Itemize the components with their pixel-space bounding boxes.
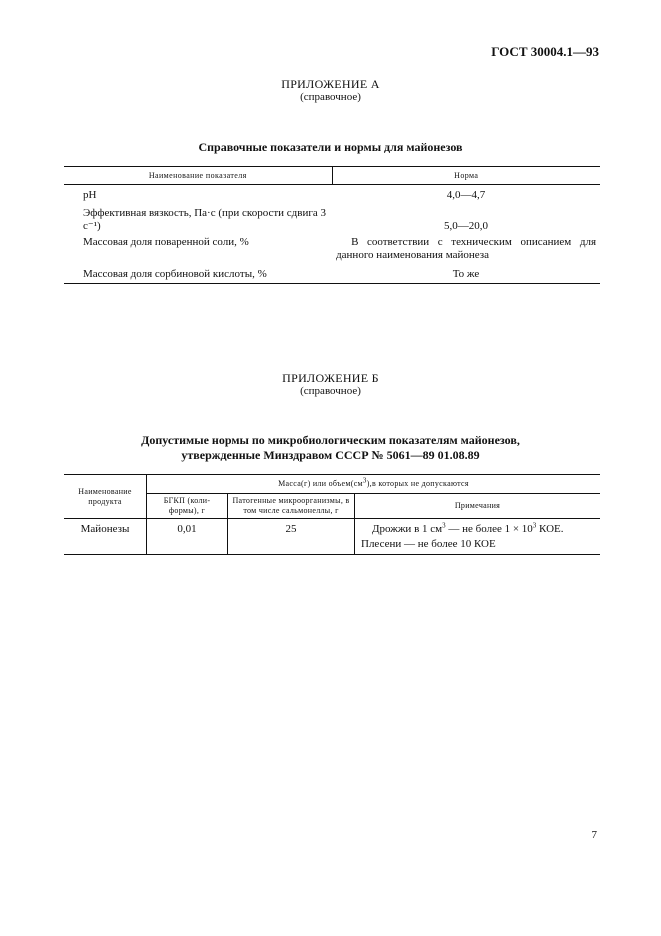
notes-exponent: 3 [532, 521, 537, 530]
notes-second-line: Плесени — не более 10 КОЕ [361, 538, 496, 550]
appendix-b-note: (справочное) [300, 385, 361, 397]
column-header-norm: Норма [332, 167, 600, 185]
group-header-text: Масса(г) или объем(см [278, 479, 363, 488]
appendix-a-title: Справочные показатели и нормы для майонезов [198, 140, 463, 154]
appendix-a-note: (справочное) [300, 91, 361, 103]
reference-norms-table [64, 166, 600, 284]
norm-cell: 5,0—20,0 [444, 220, 489, 232]
notes-text-end: КОЕ. [536, 523, 564, 535]
indicator-text: Эффективная вязкость, Па·с (при скорости сдвига 3 с⁻¹) [83, 207, 326, 232]
notes-cell [355, 519, 601, 555]
table-row [64, 185, 600, 203]
column-header-product: Наименование продукта [64, 475, 147, 519]
indicator-cell: pH [83, 189, 97, 201]
indicator-cell: Массовая доля сорбиновой кислоты, % [64, 262, 332, 284]
table-header-row [64, 475, 600, 494]
appendix-b-title-line1: Допустимые нормы по микробиологическим показателям майонезов, [141, 433, 520, 447]
table-row [64, 202, 600, 233]
indicator-cell: Массовая доля поваренной соли, % [83, 236, 249, 248]
document-code: ГОСТ 30004.1—93 [491, 44, 599, 59]
column-header-notes: Примечания [355, 494, 601, 519]
table-header-row [64, 167, 600, 185]
column-group-header [147, 475, 601, 494]
table-row [64, 233, 600, 262]
appendix-a-heading: ПРИЛОЖЕНИЕ А [281, 77, 380, 91]
group-header-superscript: 3 [362, 476, 367, 485]
group-header-text-end: ),в которых не допускаются [366, 479, 469, 488]
page-number: 7 [591, 829, 597, 841]
norm-cell: В соответствии с техническим описанием для данного наименования майонеза [336, 236, 596, 261]
notes-text: Дрожжи в 1 см [372, 523, 443, 535]
column-header-bgkp: БГКП (коли-формы), г [147, 494, 228, 519]
pathogens-cell: 25 [228, 519, 355, 555]
appendix-b-title-line2: утвержденные Минздравом СССР № 5061—89 01.08.89 [181, 448, 480, 462]
microbiological-norms-table [64, 474, 600, 555]
column-header-indicator: Наименование показателя [64, 167, 332, 185]
table-row [64, 262, 600, 284]
product-cell: Майонезы [64, 519, 147, 555]
notes-superscript: 3 [442, 521, 446, 530]
table-row [64, 519, 600, 555]
indicator-cell [64, 202, 332, 233]
bgkp-cell: 0,01 [147, 519, 228, 555]
column-header-pathogens: Патогенные микроорганизмы, в том числе сальмонеллы, г [228, 494, 355, 519]
norm-cell: То же [332, 262, 600, 284]
notes-text-mid: — не более 1 × 10 [445, 523, 533, 535]
norm-cell: 4,0—4,7 [446, 189, 486, 201]
appendix-b-heading: ПРИЛОЖЕНИЕ Б [282, 371, 379, 385]
